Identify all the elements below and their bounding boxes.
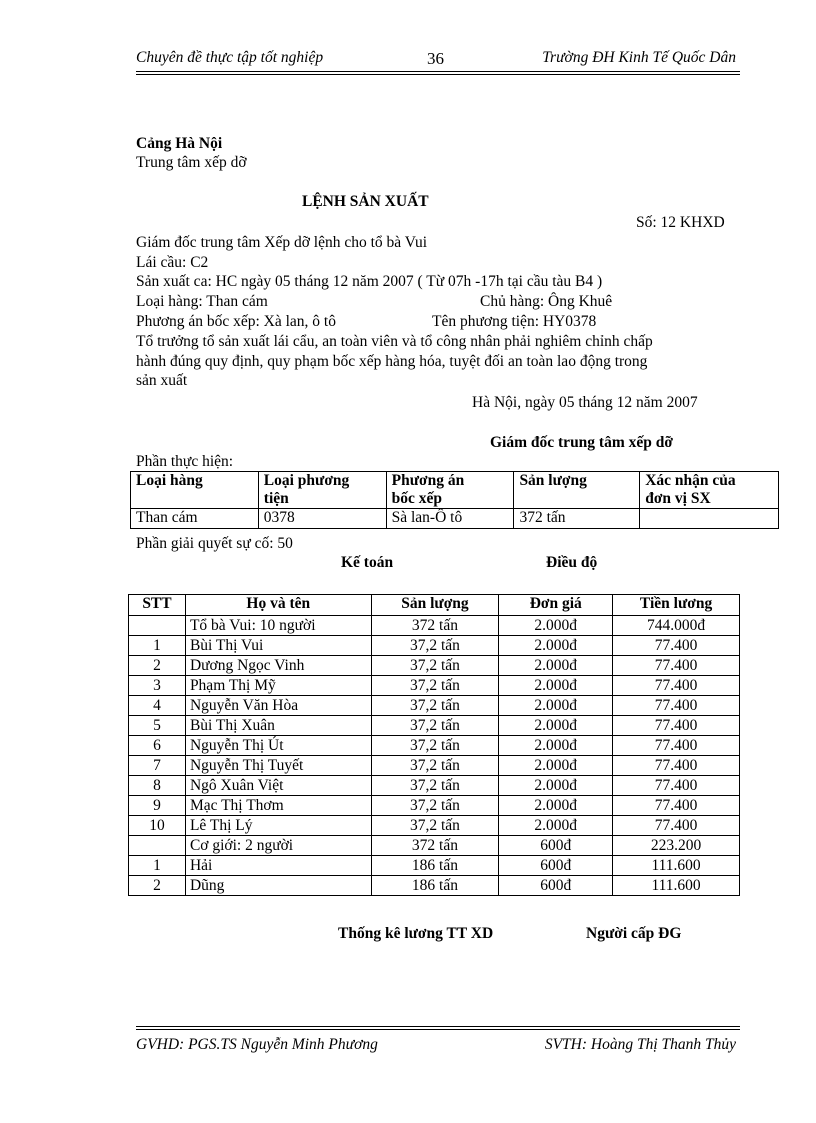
wage-cell: 223.200: [613, 836, 740, 856]
wage-cell: 77.400: [613, 796, 740, 816]
wage-cell: 77.400: [613, 676, 740, 696]
wage-cell: Lê Thị Lý: [185, 816, 371, 836]
wage-cell: 77.400: [613, 756, 740, 776]
header-right: Trường ĐH Kinh Tế Quốc Dân: [542, 49, 736, 66]
wage-cell: 2.000đ: [499, 616, 613, 636]
order-number: Số: 12 KHXD: [636, 214, 725, 231]
wage-cell: 2.000đ: [499, 756, 613, 776]
wage-row: [129, 716, 740, 736]
wage-cell: Bùi Thị Xuân: [185, 716, 371, 736]
execution-table: [130, 471, 779, 529]
wage-header-cell: Đơn giá: [499, 595, 613, 616]
wage-cell: 77.400: [613, 776, 740, 796]
wage-cell: 37,2 tấn: [371, 736, 499, 756]
wage-cell: 37,2 tấn: [371, 776, 499, 796]
wage-row: [129, 696, 740, 716]
wage-cell: 2.000đ: [499, 796, 613, 816]
wage-cell: 37,2 tấn: [371, 656, 499, 676]
wage-cell: 77.400: [613, 656, 740, 676]
wage-row: [129, 856, 740, 876]
wage-cell: 2.000đ: [499, 696, 613, 716]
wage-cell: 744.000đ: [613, 616, 740, 636]
wage-cell: 37,2 tấn: [371, 716, 499, 736]
wage-cell: 2.000đ: [499, 676, 613, 696]
wage-cell: 6: [129, 736, 186, 756]
wage-cell: 4: [129, 696, 186, 716]
wage-cell: 7: [129, 756, 186, 776]
wage-header-cell: STT: [129, 595, 186, 616]
wage-cell: Phạm Thị Mỹ: [185, 676, 371, 696]
wage-cell: Nguyễn Thị Tuyết: [185, 756, 371, 776]
accountant-label: Kế toán: [341, 554, 394, 571]
footer-left: GVHD: PGS.TS Nguyễn Minh Phương: [136, 1036, 378, 1053]
wage-cell: 2.000đ: [499, 636, 613, 656]
execution-cell: Than cám: [131, 509, 259, 529]
wage-table: [128, 594, 740, 896]
rater-label: Người cấp ĐG: [586, 925, 682, 942]
footer-rule-thin: [136, 1029, 740, 1030]
wage-cell: 37,2 tấn: [371, 756, 499, 776]
wage-row: [129, 676, 740, 696]
wage-cell: 111.600: [613, 856, 740, 876]
wage-cell: 9: [129, 796, 186, 816]
wage-cell: 186 tấn: [371, 856, 499, 876]
wage-cell: 5: [129, 716, 186, 736]
execution-data-row: [131, 509, 779, 529]
execution-header-cell: Loại phương tiện: [258, 472, 386, 509]
page-number: 36: [427, 49, 444, 68]
wage-cell: 372 tấn: [371, 616, 499, 636]
header-rule: [136, 71, 740, 72]
org-unit: Trung tâm xếp dỡ: [136, 154, 247, 171]
wage-row: [129, 876, 740, 896]
execution-header-row: [131, 472, 779, 509]
wage-row: [129, 816, 740, 836]
org-name: Cảng Hà Nội: [136, 135, 223, 152]
order-date: Hà Nội, ngày 05 tháng 12 năm 2007: [472, 394, 698, 411]
wage-row: [129, 656, 740, 676]
wage-cell: 37,2 tấn: [371, 796, 499, 816]
order-line-1: Giám đốc trung tâm Xếp dỡ lệnh cho tổ bà Vui: [136, 234, 428, 251]
wage-cell: 77.400: [613, 736, 740, 756]
wage-cell: 2: [129, 876, 186, 896]
execution-cell: [640, 509, 779, 529]
wage-cell: 77.400: [613, 816, 740, 836]
wage-cell: 37,2 tấn: [371, 676, 499, 696]
wage-cell: 111.600: [613, 876, 740, 896]
order-line-2: Lái cầu: C2: [136, 254, 209, 271]
dispatcher-label: Điều độ: [546, 554, 598, 571]
wage-header-cell: Họ và tên: [185, 595, 371, 616]
wage-cell: Dũng: [185, 876, 371, 896]
order-title: LỆNH SẢN XUẤT: [302, 193, 429, 210]
wage-cell: Bùi Thị Vui: [185, 636, 371, 656]
wage-cell: 77.400: [613, 636, 740, 656]
wage-cell: [129, 836, 186, 856]
order-instruction-1: Tổ trưởng tổ sản xuất lái cẩu, an toàn viên và tổ công nhân phải nghiêm chỉnh chấp: [136, 333, 653, 350]
order-line-3: Sản xuất ca: HC ngày 05 tháng 12 năm 2007 ( Từ 07h -17h tại cầu tàu B4 ): [136, 273, 603, 290]
wage-cell: 37,2 tấn: [371, 696, 499, 716]
wage-cell: 77.400: [613, 716, 740, 736]
wage-cell: 600đ: [499, 876, 613, 896]
order-method: Phương án bốc xếp: Xà lan, ô tô: [136, 313, 336, 330]
execution-cell: 0378: [258, 509, 386, 529]
order-instruction-2: hành đúng quy định, quy phạm bốc xếp hàng hóa, tuyệt đối an toàn lao động trong: [136, 353, 648, 370]
wage-header-row: [129, 595, 740, 616]
wage-cell: 2.000đ: [499, 776, 613, 796]
wage-row: [129, 736, 740, 756]
wage-cell: 8: [129, 776, 186, 796]
execution-header-cell: Xác nhận của đơn vị SX: [640, 472, 779, 509]
wage-cell: Ngô Xuân Việt: [185, 776, 371, 796]
footer-right: SVTH: Hoàng Thị Thanh Thủy: [544, 1036, 736, 1053]
wage-cell: 2.000đ: [499, 816, 613, 836]
wage-cell: Nguyễn Thị Út: [185, 736, 371, 756]
wage-cell: 600đ: [499, 836, 613, 856]
wage-header-cell: Tiền lương: [613, 595, 740, 616]
execution-cell: 372 tấn: [514, 509, 640, 529]
wage-row: [129, 636, 740, 656]
stats-label: Thống kê lương TT XD: [338, 925, 494, 942]
order-owner: Chủ hàng: Ông Khuê: [480, 293, 613, 310]
wage-cell: [129, 616, 186, 636]
wage-row: [129, 776, 740, 796]
wage-cell: 3: [129, 676, 186, 696]
wage-cell: Nguyễn Văn Hòa: [185, 696, 371, 716]
wage-cell: 2.000đ: [499, 736, 613, 756]
wage-cell: 2: [129, 656, 186, 676]
wage-row: [129, 616, 740, 636]
wage-cell: 186 tấn: [371, 876, 499, 896]
execution-header-cell: Sản lượng: [514, 472, 640, 509]
wage-cell: 1: [129, 856, 186, 876]
order-signer: Giám đốc trung tâm xếp dỡ: [490, 434, 673, 451]
wage-cell: 600đ: [499, 856, 613, 876]
order-vehicle: Tên phương tiện: HY0378: [432, 313, 597, 330]
wage-cell: 37,2 tấn: [371, 636, 499, 656]
wage-cell: 37,2 tấn: [371, 816, 499, 836]
incident-line: Phần giải quyết sự cố: 50: [136, 535, 293, 552]
wage-row: [129, 796, 740, 816]
wage-cell: Hải: [185, 856, 371, 876]
execution-header-cell: Loại hàng: [131, 472, 259, 509]
execution-cell: Sà lan-Ô tô: [386, 509, 514, 529]
footer-rule: [136, 1026, 740, 1027]
wage-cell: 77.400: [613, 696, 740, 716]
header-left: Chuyên đề thực tập tốt nghiệp: [136, 49, 324, 66]
wage-cell: 372 tấn: [371, 836, 499, 856]
wage-cell: 1: [129, 636, 186, 656]
wage-cell: 2.000đ: [499, 716, 613, 736]
order-instruction-3: sản xuất: [136, 372, 188, 389]
execution-header-cell: Phương án bốc xếp: [386, 472, 514, 509]
wage-cell: Tổ bà Vui: 10 người: [185, 616, 371, 636]
wage-cell: Dương Ngọc Vinh: [185, 656, 371, 676]
wage-header-cell: Sản lượng: [371, 595, 499, 616]
order-cargo: Loại hàng: Than cám: [136, 293, 268, 310]
wage-row: [129, 756, 740, 776]
execution-label: Phần thực hiện:: [136, 453, 234, 470]
wage-cell: Cơ giới: 2 người: [185, 836, 371, 856]
wage-row: [129, 836, 740, 856]
wage-cell: 10: [129, 816, 186, 836]
wage-cell: 2.000đ: [499, 656, 613, 676]
header-rule-thin: [136, 74, 740, 75]
wage-cell: Mạc Thị Thơm: [185, 796, 371, 816]
